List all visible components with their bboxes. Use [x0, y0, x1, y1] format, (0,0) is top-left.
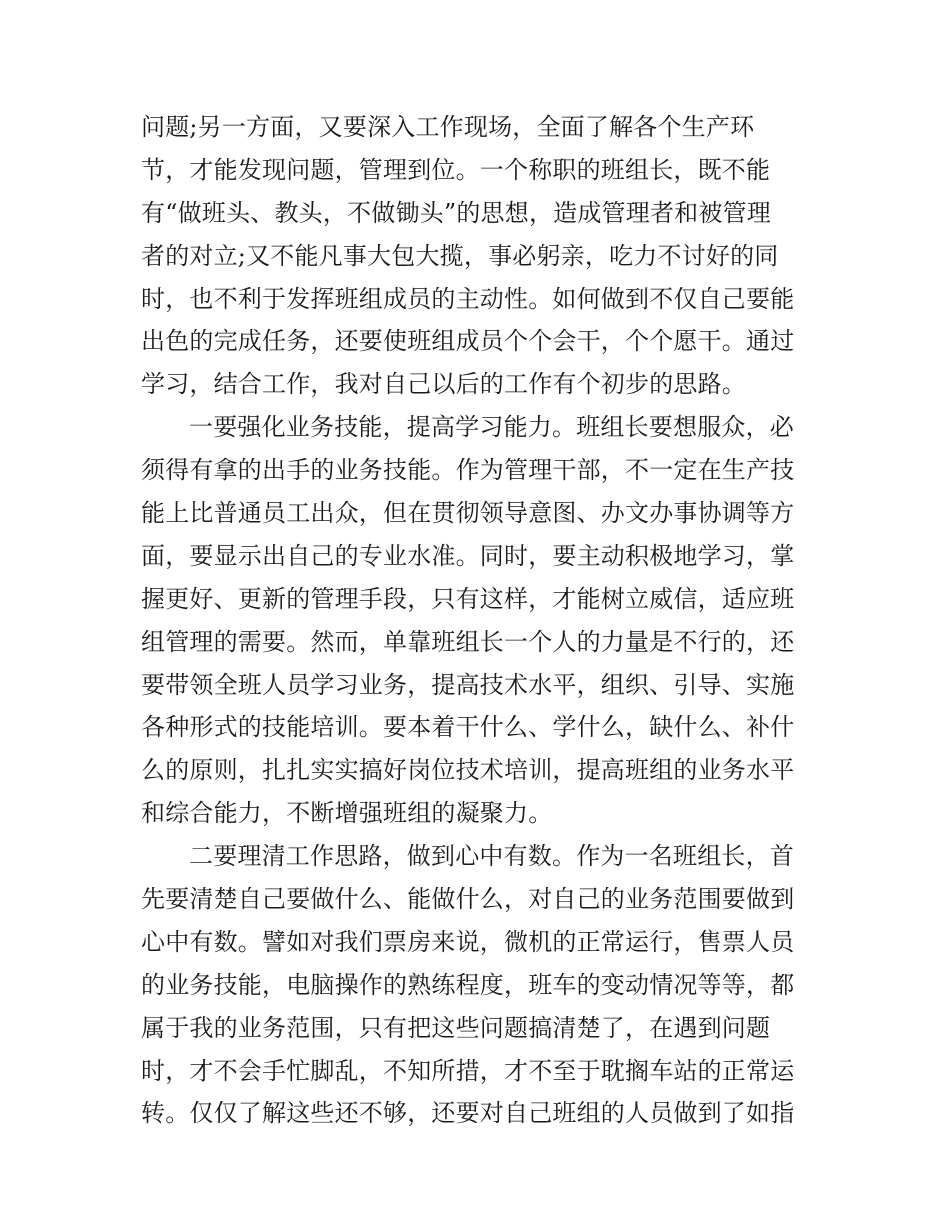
text-line: 学习，结合工作，我对自己以后的工作有个初步的思路。: [141, 370, 746, 399]
text-line: 属于我的业务范围，只有把这些问题搞清楚了，在遇到问题: [141, 1013, 771, 1042]
text-line: 的业务技能，电脑操作的熟练程度，班车的变动情况等等，都: [141, 970, 795, 999]
paragraph-first-line: 二要理清工作思路，做到心中有数。作为一名班组长，首: [189, 842, 794, 871]
paragraph-first-line: 一要强化业务技能，提高学习能力。班组长要想服众，必: [189, 413, 794, 442]
text-line: 么的原则，扎扎实实搞好岗位技术培训，提高班组的业务水平: [141, 756, 795, 785]
text-line: 转。仅仅了解这些还不够，还要对自己班组的人员做到了如指: [141, 1099, 795, 1128]
text-line: 时，才不会手忙脚乱，不知所措，才不至于耽搁车站的正常运: [141, 1056, 795, 1085]
text-line: 握更好、更新的管理手段，只有这样，才能树立威信，适应班: [141, 584, 795, 613]
text-line: 面，要显示出自己的专业水准。同时，要主动积极地学习，掌: [141, 541, 795, 570]
text-line: 节，才能发现问题，管理到位。一个称职的班组长，既不能: [141, 155, 771, 184]
text-line: 时，也不利于发挥班组成员的主动性。如何做到不仅自己要能: [141, 284, 795, 313]
text-line: 出色的完成任务，还要使班组成员个个会干，个个愿干。通过: [141, 327, 795, 356]
text-line: 有“做班头、教头，不做锄头”的思想，造成管理者和被管理: [141, 198, 771, 227]
text-line: 心中有数。譬如对我们票房来说，微机的正常运行，售票人员: [141, 927, 795, 956]
body-text: [141, 106, 816, 1135]
text-line: 者的对立;又不能凡事大包大揽，事必躬亲，吃力不讨好的同: [141, 241, 779, 270]
text-line: 各种形式的技能培训。要本着干什么、学什么，缺什么、补什: [141, 713, 795, 742]
text-line: 和综合能力，不断增强班组的凝聚力。: [141, 799, 553, 828]
text-line: 能上比普通员工出众，但在贯彻领导意图、办文办事协调等方: [141, 499, 795, 528]
text-line: 要带领全班人员学习业务，提高技术水平，组织、引导、实施: [141, 670, 795, 699]
text-line: 组管理的需要。然而，单靠班组长一个人的力量是不行的，还: [141, 627, 795, 656]
text-line: 须得有拿的出手的业务技能。作为管理干部，不一定在生产技: [141, 456, 795, 485]
text-line: 问题;另一方面，又要深入工作现场，全面了解各个生产环: [141, 113, 755, 141]
text-line: 先要清楚自己要做什么、能做什么，对自己的业务范围要做到: [141, 885, 795, 914]
